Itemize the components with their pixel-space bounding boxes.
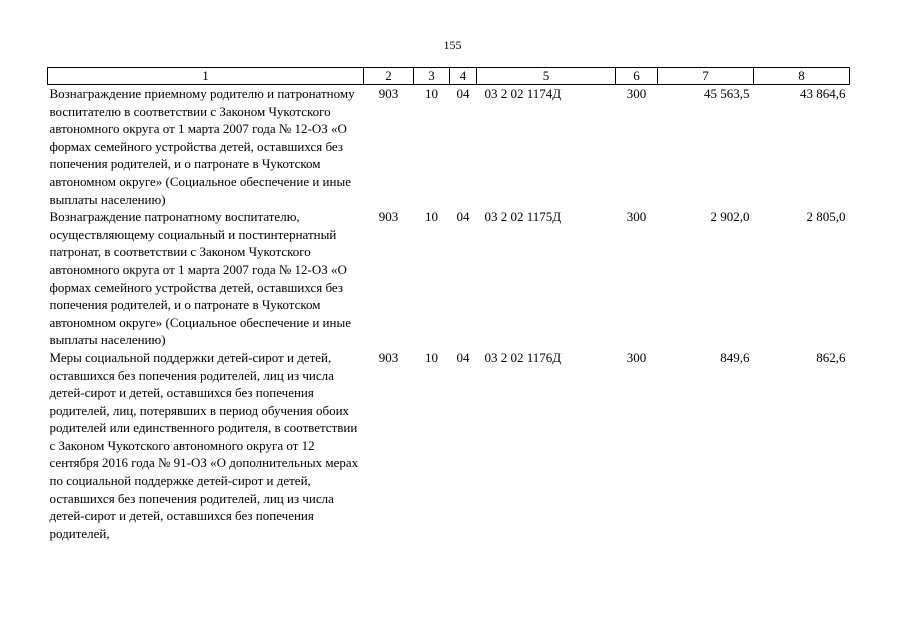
table-header	[48, 68, 850, 85]
page-number: 155	[443, 38, 462, 52]
row-section: 10	[425, 209, 438, 225]
row-section: 10	[425, 86, 438, 101]
column-header-4: 4	[450, 68, 477, 85]
row-expense-type: 300	[626, 86, 647, 101]
column-header-2: 2	[364, 68, 414, 85]
row-amount-col7: 2 902,0	[710, 209, 750, 225]
column-header-8: 8	[754, 68, 850, 85]
column-header-5: 5	[477, 68, 616, 85]
row-target-article: 03 2 02 1174Д	[484, 86, 562, 101]
row-subsection: 04	[456, 86, 470, 101]
column-header-1: 1	[48, 68, 364, 85]
row-amount-col7: 849,6	[720, 349, 750, 365]
row-name: Меры социальной поддержки детей-сирот и детей, оставшихся без попечения родителей, лиц из числа детей-сирот и детей, оставшихся без попечения родителей, лиц, потерявших в период обучения обоих родителей или единственного родителя, в соответствии с Законом Чукотского автономного округа от 12 сентября 2016 года № 91-ОЗ «О дополнительных мерах по социальной поддержке детей-сирот и детей, оставшихся без попечения родителей, лиц из числа детей-сирот и детей, оставшихся без попечения родителей,	[49, 349, 359, 541]
table-row	[48, 85, 850, 209]
row-amount-col7: 45 563,5	[704, 86, 750, 101]
row-amount-col8: 43 864,6	[800, 86, 846, 101]
row-target-article: 03 2 02 1176Д	[484, 349, 562, 365]
row-expense-type: 300	[626, 209, 647, 225]
row-section: 10	[425, 349, 438, 365]
column-header-3: 3	[414, 68, 450, 85]
row-name: Вознаграждение приемному родителю и патронатному воспитателю в соответствии с Законом Чукотского автономного округа от 1 марта 2007 года № 12-ОЗ «О формах семейного устройства детей, оставшихся без попечения родителей, и о патронате в Чукотском автономном округе» (Социальное обеспечение и иные выплаты населению)	[49, 86, 355, 207]
row-ministry-code: 903	[378, 86, 399, 101]
budget-table	[47, 67, 850, 542]
column-header-6: 6	[616, 68, 658, 85]
row-expense-type: 300	[626, 349, 647, 365]
table-row	[48, 349, 850, 543]
row-amount-col8: 2 805,0	[806, 209, 846, 225]
header-row	[48, 68, 850, 85]
row-target-article: 03 2 02 1175Д	[484, 209, 562, 225]
table-body	[48, 85, 850, 543]
row-subsection: 04	[456, 349, 470, 365]
row-ministry-code: 903	[378, 209, 399, 225]
table-row	[48, 208, 850, 349]
column-header-7: 7	[658, 68, 754, 85]
row-ministry-code: 903	[378, 349, 399, 365]
row-subsection: 04	[456, 209, 470, 225]
row-name: Вознаграждение патронатному воспитателю, осуществляющему социальный и постинтернатный патронат, в соответствии с Законом Чукотского автономного округа от 1 марта 2007 года № 12-ОЗ «О формах семейного устройства детей, оставшихся без попечения родителей, и о патронате в Чукотском автономном округе» (Социальное обеспечение и иные выплаты населению)	[49, 209, 351, 348]
row-amount-col8: 862,6	[816, 349, 846, 365]
